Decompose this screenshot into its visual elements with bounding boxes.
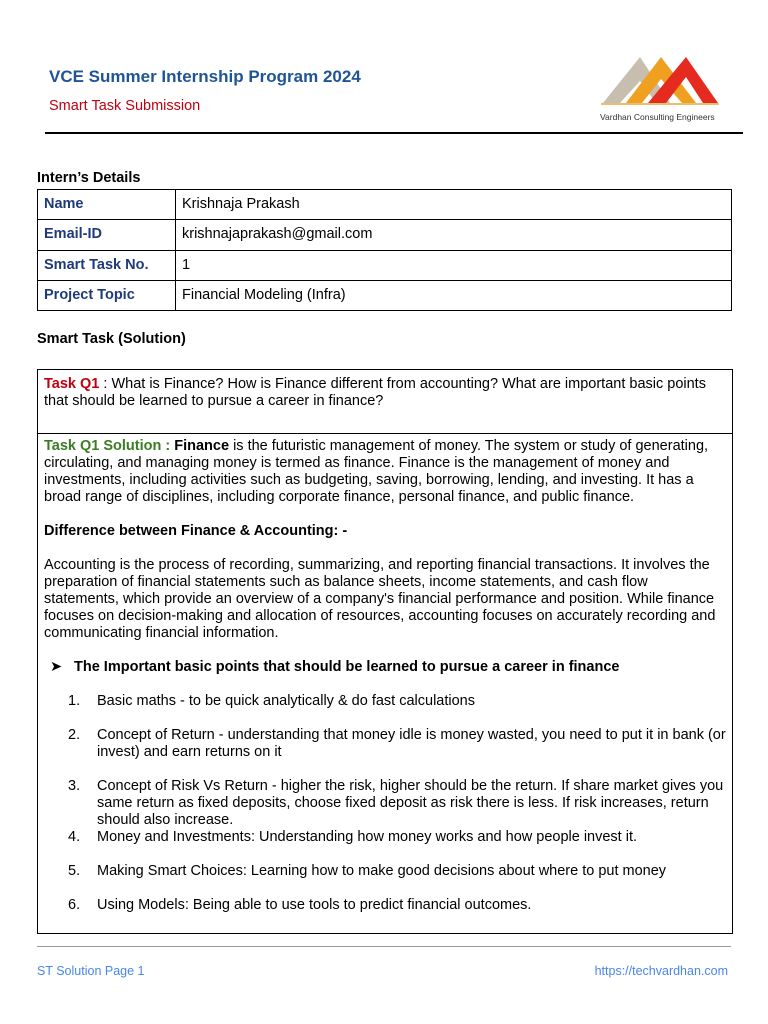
table-row — [38, 250, 732, 280]
item-text: Concept of Risk Vs Return - higher the risk, higher should be the return. If share market gives you same return as fixed deposits, choose fixed deposit as risk there is less. If risk increases, return should also increase. — [97, 778, 724, 828]
row-value: krishnajaprakash@gmail.com — [176, 220, 732, 250]
footer-page-label: ST Solution Page 1 — [37, 964, 145, 978]
item-text: Making Smart Choices: Learning how to make good decisions about where to put money — [97, 863, 667, 879]
item-text: Money and Investments: Understanding how money works and how people invest it. — [97, 829, 638, 845]
smart-task-heading: Smart Task (Solution) — [37, 331, 186, 347]
item-number: 3. — [68, 778, 81, 794]
item-number: 6. — [68, 897, 81, 913]
row-label: Name — [38, 190, 176, 220]
solution-bold: Finance — [174, 438, 230, 454]
list-item — [68, 727, 726, 761]
points-list — [68, 693, 726, 914]
list-item — [68, 863, 726, 880]
task-box — [37, 369, 733, 934]
item-text: Concept of Return - understanding that money idle is money wasted, you need to put it in bank (or invest) and earn returns on it — [97, 727, 726, 760]
table-row — [38, 220, 732, 250]
interns-details-table — [37, 189, 732, 311]
logo-mountains-icon — [598, 55, 723, 107]
arrow-bullet-icon: ➤ — [50, 659, 63, 675]
document-subtitle: Smart Task Submission — [49, 98, 201, 114]
difference-heading: Difference between Finance & Accounting: - — [44, 523, 348, 539]
table-row — [38, 190, 732, 220]
task-question — [38, 370, 732, 434]
difference-text: Accounting is the process of recording, summarizing, and reporting financial transactions. It involves the preparation of financial statements such as balance sheets, income statements, and cash flow statements, which provide an overview of a company's financial performance and position. While finance focuses on decision-making and allocation of resources, accounting focuses on accurately recording and communicating financial information. — [44, 557, 716, 641]
row-label: Email-ID — [38, 220, 176, 250]
row-value: 1 — [176, 250, 732, 280]
solution-text: is the futuristic management of money. The system or study of generating, circulating, and managing money is termed as finance. Finance is the management of money and investments, including activities such as budgeting, saving, borrowing, lending, and investing. It has a broad range of disciplines, including corporate finance, personal finance, and public finance. — [44, 438, 709, 505]
logo-text: Vardhan Consulting Engineers — [600, 112, 715, 122]
footer-link[interactable]: https://techvardhan.com — [594, 964, 728, 978]
list-item — [68, 693, 726, 710]
item-number: 1. — [68, 693, 81, 709]
item-text: Basic maths - to be quick analytically & do fast calculations — [97, 693, 475, 709]
item-number: 5. — [68, 863, 81, 879]
footer-divider — [37, 946, 731, 947]
question-label: Task Q1 — [44, 376, 100, 392]
table-row — [38, 280, 732, 310]
item-number: 2. — [68, 727, 81, 743]
list-item — [68, 897, 726, 914]
interns-details-heading: Intern’s Details — [37, 170, 141, 186]
item-text: Using Models: Being able to use tools to predict financial outcomes. — [97, 897, 532, 913]
row-value: Krishnaja Prakash — [176, 190, 732, 220]
question-text: : What is Finance? How is Finance different from accounting? What are important basic points that should be learned to pursue a career in finance? — [44, 376, 706, 409]
list-item — [68, 778, 726, 829]
task-solution — [38, 434, 732, 935]
header-divider — [45, 132, 743, 134]
row-label: Smart Task No. — [38, 250, 176, 280]
solution-label: Task Q1 Solution : — [44, 438, 175, 454]
item-number: 4. — [68, 829, 81, 845]
row-value: Financial Modeling (Infra) — [176, 280, 732, 310]
list-item — [68, 829, 726, 846]
document-title: VCE Summer Internship Program 2024 — [49, 67, 361, 86]
row-label: Project Topic — [38, 280, 176, 310]
company-logo — [598, 55, 723, 123]
points-heading: The Important basic points that should be learned to pursue a career in finance — [74, 659, 620, 675]
